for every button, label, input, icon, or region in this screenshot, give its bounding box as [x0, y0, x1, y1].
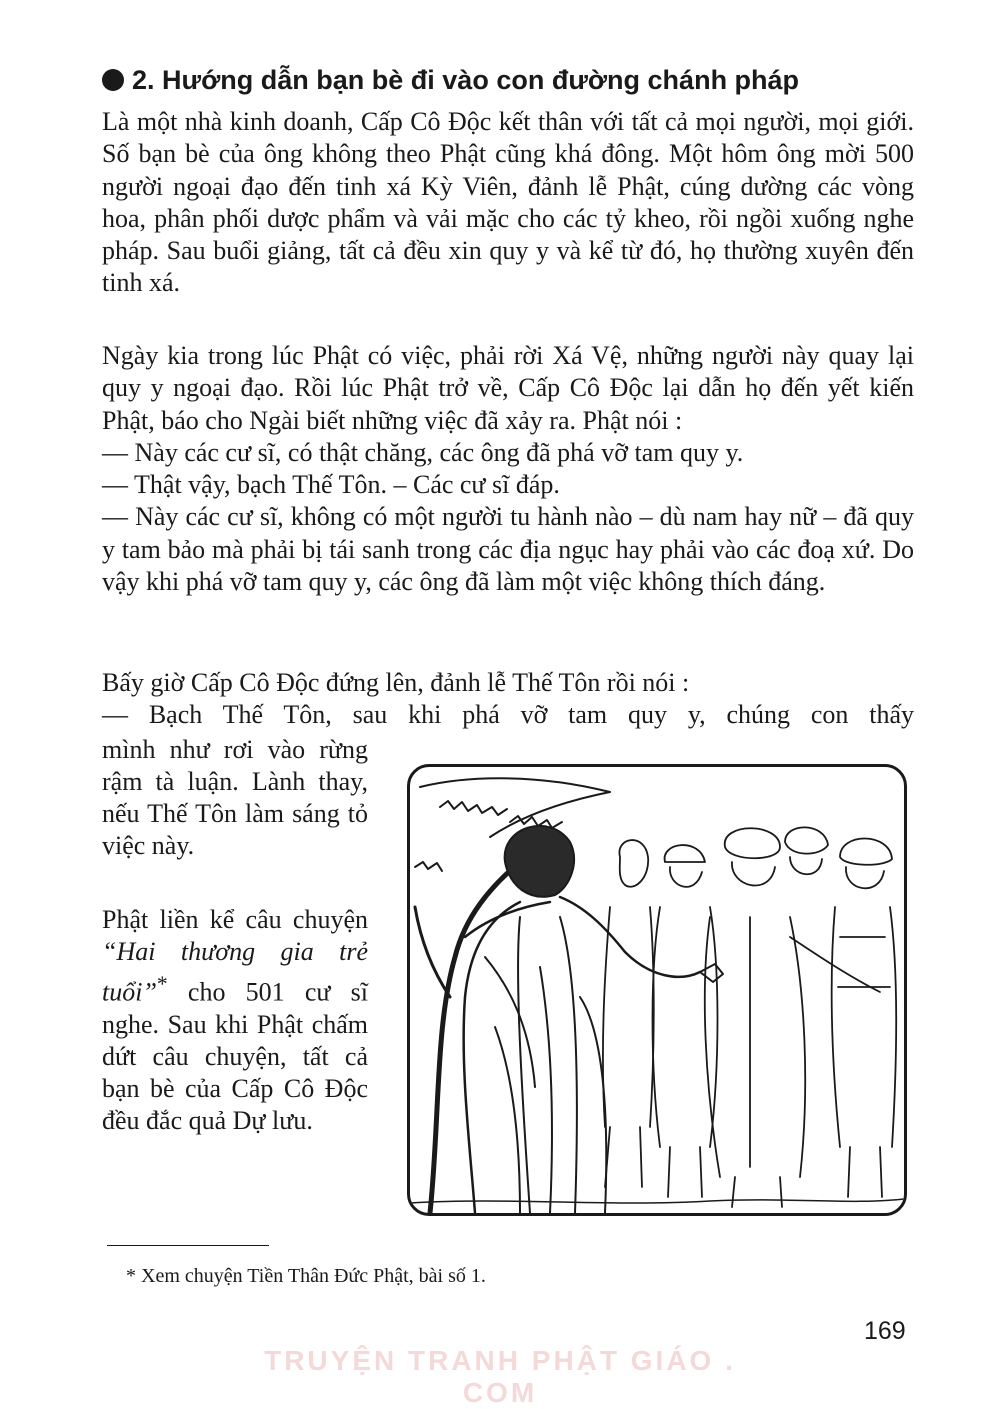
- paragraph-dialogue: [102, 340, 914, 598]
- heading-number: 2.: [132, 65, 155, 95]
- paragraph-story: [102, 904, 368, 1137]
- illustration-buddha-and-laymen: [407, 764, 907, 1216]
- dialogue-line: — Này các cư sĩ, không có một người tu hành nào – dù nam hay nữ – đã quy y tam bảo mà phải bị tái sanh trong các địa ngục hay phải vào các đoạ xứ. Do vậy khi phá vỡ tam quy y, các ông đã làm một việc không thích đáng.: [102, 502, 914, 597]
- watermark: TRUYỆN TRANH PHẬT GIÁO . COM: [264, 1345, 736, 1408]
- footnote-divider: [107, 1245, 269, 1246]
- bullet-icon: [102, 69, 124, 91]
- paragraph-intro: [102, 106, 914, 300]
- paragraph-text: Bấy giờ Cấp Cô Độc đứng lên, đảnh lễ Thế Tôn rồi nói :: [102, 668, 690, 697]
- story-text-after: cho 501 cư sĩ nghe. Sau khi Phật chấm dứt câu chuyện, tất cả bạn bè của Cấp Cô Độc đều đắc quả Dự lưu.: [102, 977, 368, 1135]
- dialogue-line: — Này các cư sĩ, có thật chăng, các ông đã phá vỡ tam quy y.: [102, 437, 744, 467]
- heading-title: Hướng dẫn bạn bè đi vào con đường chánh pháp: [162, 65, 800, 95]
- illustration-drawing: [410, 767, 904, 1213]
- section-heading: [102, 62, 922, 98]
- footnote: * Xem chuyện Tiền Thân Đức Phật, bài số 1.: [126, 1265, 486, 1287]
- story-title: “Hai thương gia trẻ tuổi”: [102, 937, 368, 1007]
- page-number: 169: [864, 1317, 906, 1345]
- footnote-marker: *: [156, 972, 168, 996]
- story-text-before: Phật liền kể câu chuyện: [102, 905, 368, 934]
- paragraph-text: Ngày kia trong lúc Phật có việc, phải rời Xá Vệ, những người này quay lại quy y ngoại đạo. Rồi lúc Phật trở về, Cấp Cô Độc lại dẫn họ đến yết kiến Phật, báo cho Ngài biết những việc đã xảy ra. Phật nói :: [102, 341, 914, 435]
- dialogue-line: — Thật vậy, bạch Thế Tôn. – Các cư sĩ đáp.: [102, 470, 560, 500]
- paragraph-text: Là một nhà kinh doanh, Cấp Cô Độc kết thân với tất cả mọi người, mọi giới. Số bạn bè của ông không theo Phật cũng khá đông. Một hôm ông mời 500 người ngoại đạo đến tinh xá Kỳ Viên, đảnh lễ Phật, cúng dường các vòng hoa, phân phối dược phẩm và vải mặc cho các tỷ kheo, rồi ngồi xuống nghe pháp. Sau buổi giảng, tất cả đều xin quy y và kể từ đó, họ thường xuyên đến tinh xá.: [102, 107, 914, 298]
- paragraph-request: [102, 667, 914, 732]
- paragraph-text: mình như rơi vào rừng rậm tà luận. Lành thay, nếu Thế Tôn làm sáng tỏ việc này.: [102, 735, 368, 860]
- paragraph-text: [102, 904, 368, 1137]
- dialogue-line: — Bạch Thế Tôn, sau khi phá vỡ tam quy y, chúng con thấy: [102, 700, 914, 730]
- paragraph-request-continued: [102, 734, 368, 862]
